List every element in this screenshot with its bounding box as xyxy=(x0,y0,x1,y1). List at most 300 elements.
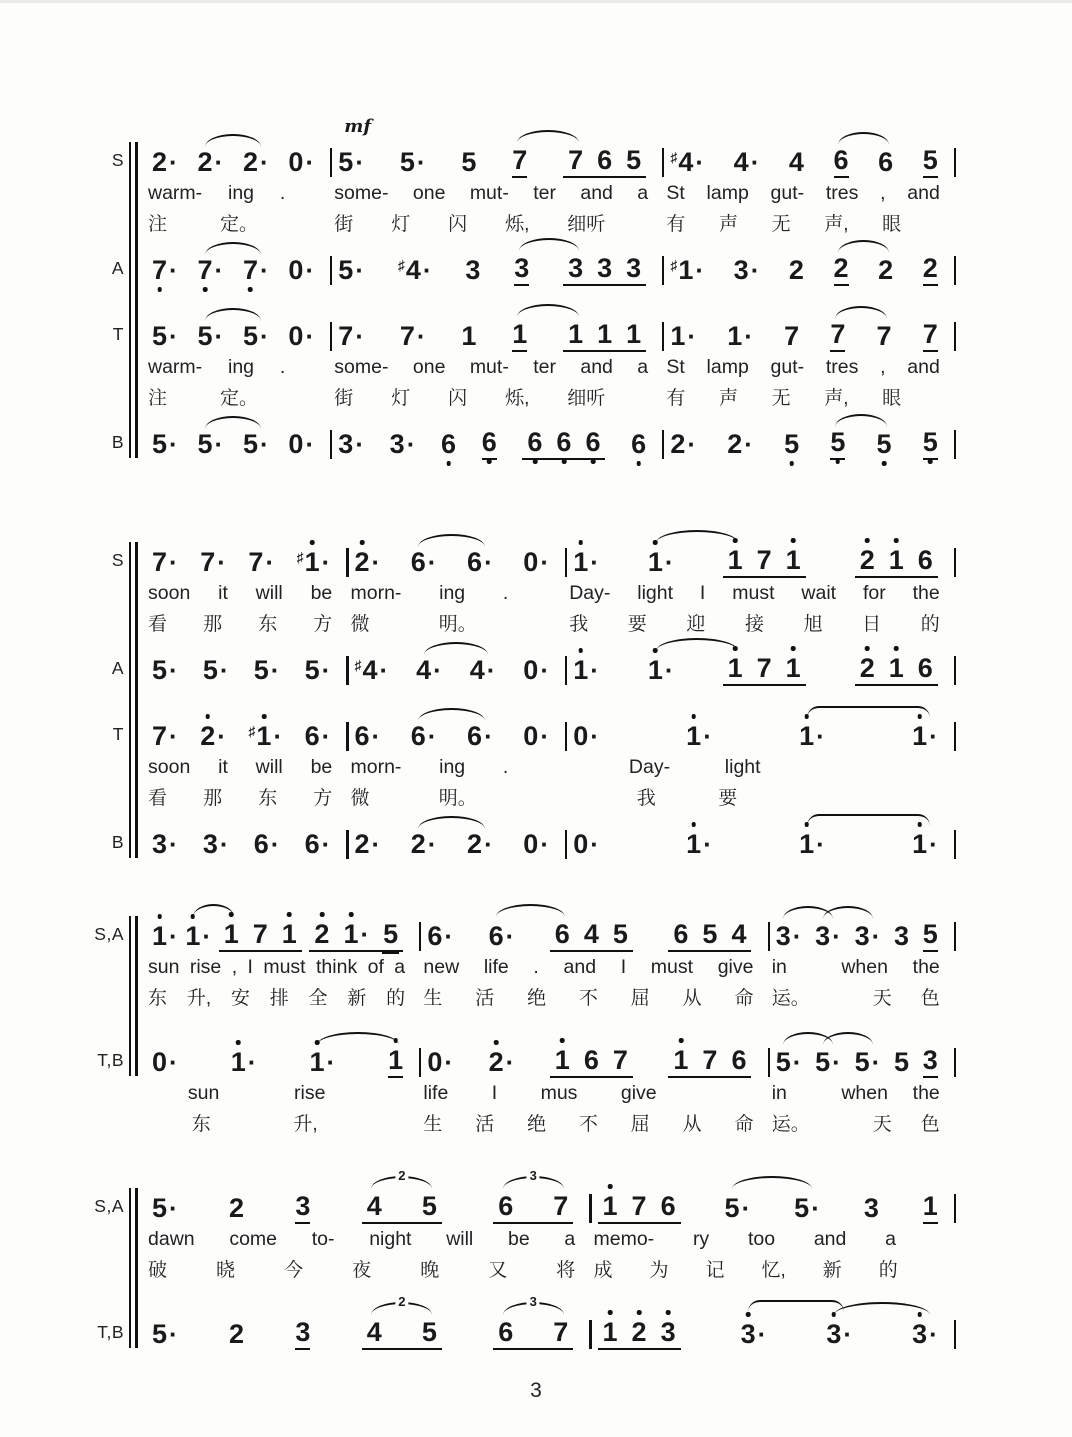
note-number: 5 xyxy=(197,321,213,351)
note xyxy=(603,1192,618,1220)
measure-notes xyxy=(567,830,954,860)
lyric-syllable xyxy=(800,783,805,810)
measure xyxy=(146,1294,592,1350)
beam-group xyxy=(563,252,646,286)
beam-group xyxy=(362,1316,442,1350)
lyric-syllable: and xyxy=(580,356,613,378)
note-number: 6 xyxy=(467,547,483,577)
note-number: 7 xyxy=(756,545,772,575)
note xyxy=(815,1048,841,1078)
lyric-syllable: 细听 xyxy=(567,388,606,409)
lyric-syllable: ing xyxy=(439,582,466,604)
note xyxy=(864,1194,879,1224)
measure xyxy=(146,383,332,412)
voice-label: S,A xyxy=(94,1196,124,1216)
note-number: 1 xyxy=(231,1048,246,1076)
lyric-syllable xyxy=(546,582,551,605)
lyric-syllable: mut- xyxy=(469,182,509,204)
augmentation-dot: · xyxy=(444,921,454,951)
note-number: 5 xyxy=(894,1047,910,1077)
augmentation-dot: · xyxy=(687,321,697,351)
note-number: 7 xyxy=(922,319,938,349)
lyric-syllable xyxy=(700,1082,705,1105)
tuplet-number: 3 xyxy=(527,1169,540,1182)
lyric-syllable: life xyxy=(423,1082,449,1104)
octave-dot-low xyxy=(928,459,933,464)
note-number: 3 xyxy=(661,1318,676,1346)
note xyxy=(197,430,223,460)
note xyxy=(923,1192,938,1224)
note xyxy=(661,1318,676,1346)
measure xyxy=(592,1228,957,1255)
measure-notes xyxy=(349,656,566,686)
lyric-syllable: . xyxy=(533,956,539,978)
measure xyxy=(567,582,956,609)
lyric-syllable: must xyxy=(650,956,694,978)
note xyxy=(573,656,599,686)
lyric-syllable: 天 xyxy=(872,1114,892,1135)
octave-dot-high xyxy=(157,914,162,919)
lyric-syllable: 忆, xyxy=(761,1260,786,1281)
lyric-syllable xyxy=(546,783,551,810)
measure xyxy=(770,1046,956,1078)
slur-arc xyxy=(517,304,579,317)
note-number: 1 xyxy=(912,830,927,858)
beam-group xyxy=(219,918,302,952)
augmentation-dot: · xyxy=(590,829,599,859)
note xyxy=(355,656,389,686)
augmentation-dot: · xyxy=(355,429,364,459)
note-number: 6 xyxy=(498,1317,514,1347)
measure xyxy=(421,983,769,1012)
octave-dot-high xyxy=(608,1310,613,1315)
note-number: 1 xyxy=(912,722,927,750)
note xyxy=(411,548,437,578)
lyric-syllable: gut- xyxy=(770,356,805,378)
note xyxy=(390,430,416,460)
note-number: 7 xyxy=(200,547,216,577)
measure xyxy=(421,1044,769,1078)
note-number: 5 xyxy=(612,919,628,949)
measure-notes xyxy=(592,1190,954,1224)
note-number: 5 xyxy=(152,1193,168,1223)
lyric-syllable: 有 xyxy=(666,214,686,235)
lyric-row xyxy=(146,956,956,983)
note-number: 3 xyxy=(912,1320,927,1348)
slur-arc xyxy=(418,708,485,721)
measure-lyrics xyxy=(592,1228,954,1251)
lyric-syllable: and xyxy=(580,182,613,204)
measure-lyrics xyxy=(664,209,953,236)
lyric-row xyxy=(146,609,956,638)
lyric-syllable: be xyxy=(310,756,333,778)
lyric-syllable: 升, xyxy=(186,988,212,1009)
note-number: 1 xyxy=(573,656,588,684)
measure-lyrics xyxy=(146,356,330,379)
note xyxy=(728,654,743,682)
score xyxy=(94,116,956,1350)
note-number: 5 xyxy=(152,655,168,685)
note xyxy=(923,428,938,460)
note-number: 1 xyxy=(678,255,694,285)
augmentation-dot: · xyxy=(217,547,226,577)
measure-notes xyxy=(421,1044,767,1078)
measure xyxy=(567,652,956,686)
note xyxy=(203,830,229,860)
measure xyxy=(146,209,332,238)
note-number: 6 xyxy=(427,921,443,951)
voice-label: T,B xyxy=(97,1050,124,1070)
augmentation-dot: · xyxy=(929,721,938,751)
note xyxy=(152,430,178,460)
lyric-syllable: and xyxy=(563,956,597,978)
note xyxy=(152,830,178,860)
voice-label: A xyxy=(111,658,124,678)
lyric-syllable xyxy=(935,1228,940,1251)
octave-dot-low xyxy=(882,461,887,466)
system-barline xyxy=(129,542,138,858)
augmentation-dot: · xyxy=(326,1047,336,1077)
beam-group xyxy=(598,1190,681,1224)
note-number: 4 xyxy=(366,1317,382,1347)
measure xyxy=(349,756,568,783)
note xyxy=(597,320,612,348)
note-number: 5 xyxy=(461,147,477,177)
note xyxy=(514,254,529,286)
lyric-syllable: I xyxy=(491,1082,498,1104)
system xyxy=(111,538,956,860)
note-number: 1 xyxy=(648,548,663,576)
note-number: 1 xyxy=(309,1048,324,1076)
note-number: 1 xyxy=(727,321,743,351)
lyric-syllable: Day- xyxy=(628,756,671,778)
beam-group xyxy=(855,652,938,686)
barline xyxy=(954,722,956,751)
measure xyxy=(146,609,349,638)
lyric-syllable: 运。 xyxy=(771,1114,810,1135)
measure xyxy=(332,356,664,383)
lyric-syllable: 有 xyxy=(666,388,686,409)
measure xyxy=(146,582,349,609)
lyric-row xyxy=(146,383,956,412)
sharp-icon: ♯ xyxy=(670,149,678,165)
lyric-syllable: 今 xyxy=(284,1260,304,1281)
lyric-syllable: 接 xyxy=(744,614,764,635)
slur-arc xyxy=(205,134,261,147)
staff-row xyxy=(112,312,956,352)
measure-notes xyxy=(567,544,954,578)
system xyxy=(111,116,956,460)
augmentation-dot: · xyxy=(832,921,841,951)
note-number: 7 xyxy=(197,256,212,284)
note-number: 2 xyxy=(727,429,743,459)
note xyxy=(343,920,369,948)
lyric-syllable: will xyxy=(255,582,283,604)
lyric-syllable: 晚 xyxy=(420,1260,440,1281)
note-number: 2 xyxy=(200,722,215,750)
measure xyxy=(146,783,349,812)
note xyxy=(338,256,364,286)
augmentation-dot: · xyxy=(270,655,280,685)
beam-group xyxy=(668,1044,751,1078)
augmentation-dot: · xyxy=(360,919,370,949)
measure xyxy=(349,783,568,812)
augmentation-dot: · xyxy=(484,547,493,577)
lyric-syllable: be xyxy=(507,1228,530,1250)
augmentation-dot: · xyxy=(321,829,331,859)
note-number: 6 xyxy=(498,1191,514,1221)
note xyxy=(467,830,493,860)
note xyxy=(889,654,904,682)
note-number: 7 xyxy=(248,547,264,577)
octave-dot-high xyxy=(637,1310,642,1315)
measure xyxy=(421,1082,769,1109)
note-number: 1 xyxy=(686,722,701,750)
note xyxy=(152,1320,178,1350)
note xyxy=(338,430,364,460)
tuplet-arc xyxy=(503,1168,564,1189)
measure-lyrics xyxy=(567,609,954,636)
lyric-syllable: a xyxy=(564,1228,576,1250)
note xyxy=(860,546,875,574)
measure-lyrics xyxy=(146,956,419,979)
lyric-syllable: 色 xyxy=(920,988,940,1009)
lyric-syllable: new xyxy=(423,956,460,978)
lyric-syllable xyxy=(867,783,872,810)
lyric-syllable: mus xyxy=(540,1082,578,1104)
note xyxy=(243,148,269,178)
lyric-syllable xyxy=(400,1082,405,1105)
note-number: 3 xyxy=(815,921,831,951)
note xyxy=(309,1048,335,1078)
lyric-syllable: 全 xyxy=(308,988,328,1009)
octave-dot-high xyxy=(791,538,796,543)
note-number: 5 xyxy=(830,428,845,456)
note xyxy=(784,430,799,460)
lyric-syllable: 无 xyxy=(771,214,791,235)
note xyxy=(894,1048,909,1078)
lyric-syllable: 排 xyxy=(269,988,289,1009)
note-number: 6 xyxy=(554,919,570,949)
note xyxy=(648,548,674,578)
lyric-syllable: 运。 xyxy=(771,988,810,1009)
lyric-syllable: 从 xyxy=(682,1114,702,1135)
lyric-syllable: tres xyxy=(825,356,859,378)
note-number: 5 xyxy=(775,1047,791,1077)
barline xyxy=(954,548,956,577)
note-number: 7 xyxy=(876,321,892,351)
octave-dot-high xyxy=(791,646,796,651)
page-top-edge xyxy=(0,0,1072,3)
measure xyxy=(332,209,664,238)
note xyxy=(757,654,772,682)
measure xyxy=(567,783,956,812)
note-number: 1 xyxy=(799,830,814,858)
note-number: 1 xyxy=(673,1046,688,1074)
note xyxy=(512,146,527,178)
lyric-syllable: one xyxy=(412,182,446,204)
measure xyxy=(146,1168,592,1224)
augmentation-dot: · xyxy=(871,1047,881,1077)
note-number: 2 xyxy=(355,548,370,576)
augmentation-dot: · xyxy=(355,321,364,351)
barline xyxy=(954,148,956,177)
note-number: 6 xyxy=(597,145,613,175)
measure xyxy=(332,116,664,178)
note xyxy=(314,920,329,948)
note xyxy=(912,830,938,860)
note xyxy=(248,548,274,578)
sharp-icon: ♯ xyxy=(397,257,405,273)
staff-row xyxy=(94,1168,956,1224)
note-number: 3 xyxy=(775,921,791,951)
note-number: 6 xyxy=(878,147,894,177)
barline xyxy=(954,656,956,685)
note xyxy=(489,922,515,952)
measure xyxy=(567,609,956,638)
measure-notes xyxy=(146,1294,589,1350)
note xyxy=(923,254,938,286)
lyric-syllable: sun xyxy=(187,1082,220,1104)
note-number: 7 xyxy=(553,1191,569,1221)
note xyxy=(626,320,641,348)
measure xyxy=(146,1109,421,1138)
slur-arc xyxy=(838,132,889,145)
lyric-syllable: , xyxy=(880,356,886,378)
note-number: 5 xyxy=(854,1047,870,1077)
augmentation-dot: · xyxy=(169,1047,178,1077)
note-number: 7 xyxy=(553,1317,569,1347)
note-number: 5 xyxy=(702,919,718,949)
tuplet-arc xyxy=(503,1294,564,1315)
measure xyxy=(146,756,349,783)
staff-row xyxy=(97,1294,956,1350)
note xyxy=(200,722,226,752)
note xyxy=(670,148,704,178)
beam-group xyxy=(493,1316,573,1350)
lyric-syllable: morn- xyxy=(350,756,402,778)
lyric-syllable: 烁, xyxy=(505,214,530,235)
note-number: 6 xyxy=(731,1045,747,1075)
lyric-row xyxy=(146,1082,956,1109)
lyric-syllable: in xyxy=(771,956,787,978)
measure xyxy=(146,1046,421,1078)
note-number: 5 xyxy=(784,430,799,458)
augmentation-dot: · xyxy=(259,321,269,351)
measure xyxy=(349,722,568,752)
lyric-syllable: must xyxy=(732,582,775,604)
lyric-syllable: for xyxy=(862,582,886,604)
lyric-syllable: warm- xyxy=(148,182,203,204)
lyric-syllable: Day- xyxy=(569,582,611,604)
note xyxy=(855,922,881,952)
note xyxy=(295,1318,310,1350)
measure xyxy=(567,830,956,860)
note-number: 3 xyxy=(465,255,481,285)
note-number: 5 xyxy=(242,429,258,459)
note xyxy=(830,428,845,460)
lyric-row xyxy=(146,209,956,238)
lyric-syllable xyxy=(569,783,574,810)
augmentation-dot: · xyxy=(422,255,432,285)
note-number: 4 xyxy=(583,919,599,949)
augmentation-dot: · xyxy=(486,655,496,685)
lyric-syllable: 注 xyxy=(148,214,168,235)
rest xyxy=(288,256,314,286)
barline xyxy=(954,830,956,859)
note-number: 6 xyxy=(410,547,426,577)
lyric-syllable: I xyxy=(247,956,253,978)
lyric-syllable: rise xyxy=(294,1082,326,1104)
lyric-syllable xyxy=(250,1109,255,1136)
rest xyxy=(523,722,549,752)
note xyxy=(727,430,753,460)
note xyxy=(355,548,381,578)
tuplet-number: 3 xyxy=(527,1295,540,1308)
note-number: 1 xyxy=(603,1318,618,1346)
measure-notes xyxy=(770,1046,954,1078)
lyric-syllable: . xyxy=(279,182,286,204)
lyric-syllable: and xyxy=(907,356,940,378)
note-number: 6 xyxy=(410,721,426,751)
lyric-syllable: 将 xyxy=(556,1260,576,1281)
note-number: 3 xyxy=(922,1045,938,1075)
note xyxy=(894,922,909,952)
lyric-syllable: 命 xyxy=(734,1114,754,1135)
measure-notes xyxy=(664,428,953,460)
rest xyxy=(152,1048,178,1078)
note xyxy=(878,148,893,178)
note xyxy=(203,656,229,686)
augmentation-dot: · xyxy=(169,321,178,351)
note xyxy=(918,546,933,574)
note-number: 0 xyxy=(288,255,304,285)
note-number: 1 xyxy=(626,319,642,349)
lyric-syllable: 明。 xyxy=(438,614,477,635)
note xyxy=(568,320,583,348)
lyric-syllable: 要 xyxy=(627,614,647,635)
lyric-syllable: rise xyxy=(189,956,222,978)
measure xyxy=(664,146,956,178)
beam-group xyxy=(563,318,646,352)
lyric-syllable: will xyxy=(446,1228,474,1250)
system xyxy=(94,912,956,1138)
octave-dot-low xyxy=(789,461,794,466)
lyric-syllable: 屈 xyxy=(630,988,650,1009)
slur-arc xyxy=(656,530,739,543)
note-number: 4 xyxy=(788,147,804,177)
note xyxy=(702,920,717,948)
note-number: 7 xyxy=(784,321,800,351)
augmentation-dot: · xyxy=(214,255,224,285)
voice-label: A xyxy=(111,258,124,278)
measure-notes xyxy=(332,116,662,178)
lyric-syllable: tres xyxy=(825,182,859,204)
measure-lyrics xyxy=(664,356,953,379)
measure xyxy=(146,830,349,860)
augmentation-dot: · xyxy=(305,147,315,177)
lyric-syllable: 东 xyxy=(258,788,278,809)
note xyxy=(338,322,364,352)
note-number: 6 xyxy=(556,428,571,456)
rest xyxy=(288,322,314,352)
augmentation-dot: · xyxy=(540,547,549,577)
note xyxy=(794,1194,820,1224)
augmentation-dot: · xyxy=(371,547,381,577)
note xyxy=(731,1046,746,1074)
lyric-syllable: . xyxy=(279,356,286,378)
note xyxy=(670,256,704,286)
